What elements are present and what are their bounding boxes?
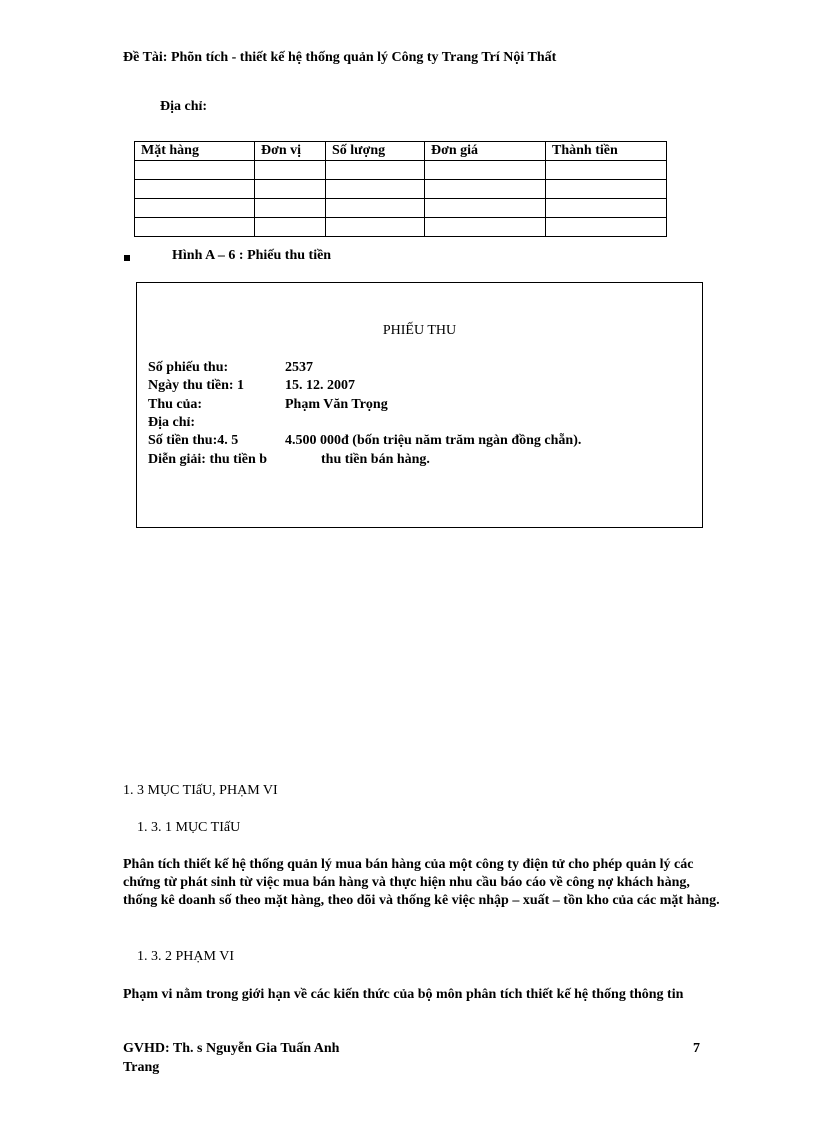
col-header-unit-price: Đơn giá [425, 142, 546, 161]
objective-paragraph: Phân tích thiết kế hệ thống quản lý mua bán hàng của một công ty điện tử cho phép quản lý các chứng từ phát sinh từ việc mua bán hàng và thực hiện nhu cầu báo cáo về công nợ khách hàng, thống kê doanh số theo mặt hàng, theo dõi và thống kê việc nhập – xuất – tồn kho của các mặt hàng. [123, 857, 720, 908]
figure-caption: Hình A – 6 : Phiếu thu tiền [172, 248, 332, 263]
receipt-row-description [148, 452, 430, 468]
receipt-value: Phạm Văn Trọng [285, 397, 388, 412]
subsection-heading-objective: 1. 3. 1 MỤC TIấU [137, 820, 241, 835]
scope-paragraph: Phạm vi nằm trong giới hạn về các kiến thức của bộ môn phân tích thiết kế hệ thống thông tin [123, 987, 684, 1002]
col-header-unit: Đơn vị [255, 142, 326, 161]
bullet-icon [124, 255, 130, 261]
document-title: Đề Tài: Phõn tích - thiết kế hệ thống quản lý Công ty Trang Trí Nội Thất [123, 50, 557, 65]
receipt-label: Số phiếu thu: [148, 360, 229, 375]
receipt-title: PHIẾU THU [382, 323, 457, 338]
receipt-row-amount [148, 433, 581, 449]
footer-advisor: GVHD: Th. s Nguyễn Gia Tuấn Anh [123, 1041, 340, 1056]
receipt-value: thu tiền bán hàng. [321, 452, 430, 467]
address-label: Địa chỉ: [160, 99, 208, 114]
receipt-label: Địa chỉ: [148, 415, 196, 430]
subsection-heading-scope: 1. 3. 2 PHẠM VI [137, 949, 234, 964]
table-row [135, 218, 667, 237]
col-header-total: Thành tiền [546, 142, 667, 161]
col-header-item: Mặt hàng [135, 142, 255, 161]
receipt-row-address [148, 415, 285, 431]
receipt-value: 2537 [285, 360, 313, 375]
receipt-value: 15. 12. 2007 [285, 378, 355, 393]
receipt-row-number [148, 360, 313, 376]
table-row [135, 180, 667, 199]
table-row [135, 161, 667, 180]
receipt-label: Diễn giải: thu tiền b [148, 452, 268, 467]
items-table [134, 141, 667, 237]
receipt-label: Ngày thu tiền: 1 [148, 378, 245, 393]
page-number: 7 [693, 1041, 700, 1056]
section-heading: 1. 3 MỤC TIấU, PHẠM VI [123, 783, 278, 798]
receipt-row-payer [148, 397, 388, 413]
table-row [135, 199, 667, 218]
table-header-row [135, 142, 667, 161]
receipt-label: Số tiền thu:4. 5 [148, 433, 239, 448]
receipt-value: 4.500 000đ (bốn triệu năm trăm ngàn đồng chẵn). [285, 433, 582, 448]
receipt-row-date [148, 378, 355, 394]
col-header-quantity: Số lượng [326, 142, 425, 161]
receipt-label: Thu của: [148, 397, 203, 412]
receipt-box [136, 282, 703, 528]
footer-trang: Trang [123, 1060, 160, 1075]
